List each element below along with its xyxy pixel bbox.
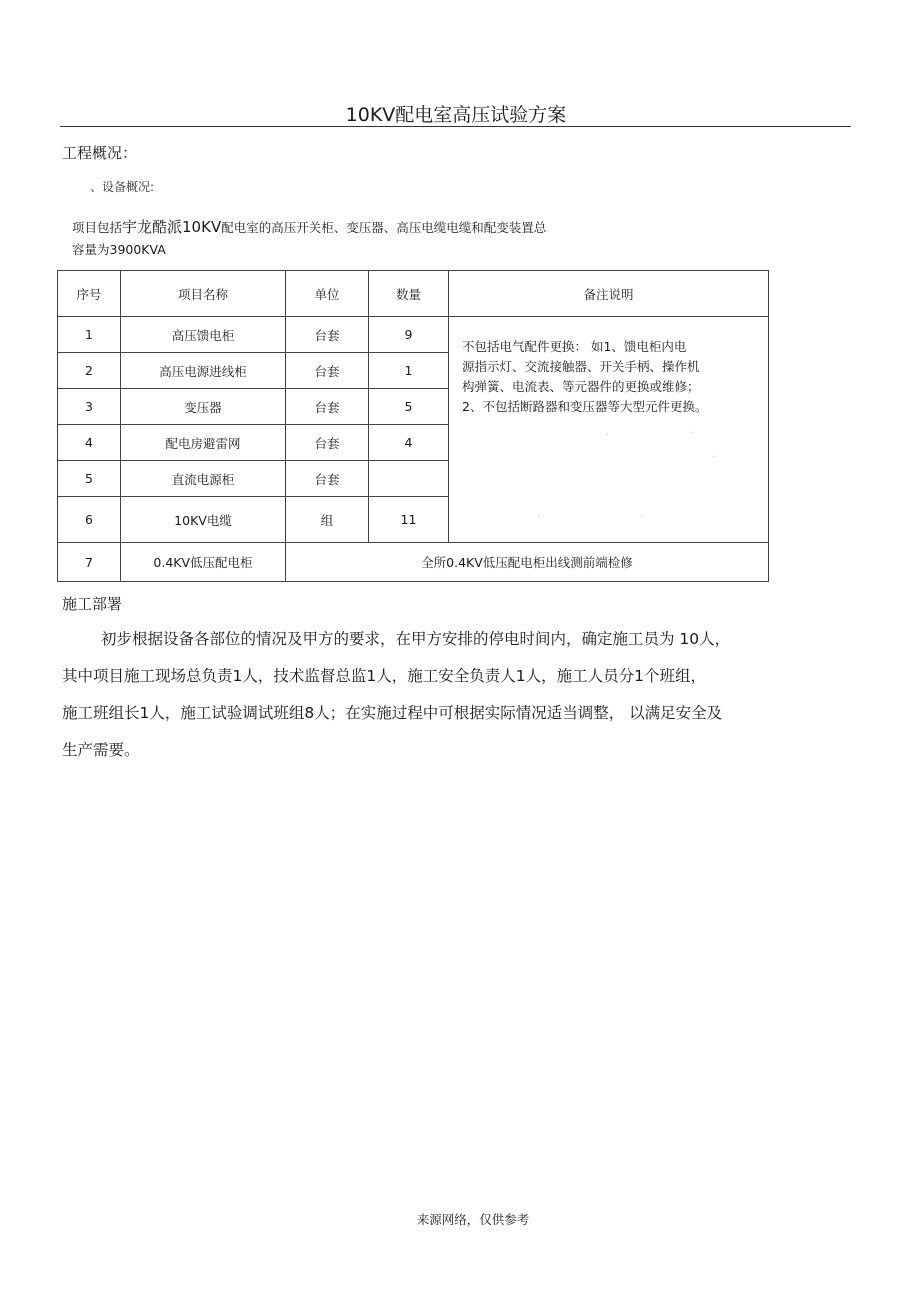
scan-noise: ·	[640, 512, 644, 523]
note-line: 源指示灯、交流接触器、开关手柄、操作机	[462, 359, 700, 374]
cell-remark-merged: 全所0.4KV低压配电柜出线测前端检修	[286, 543, 769, 582]
intro-text-b: 配电室的高压开关柜、变压器、高压电缆电缆和配变装置总	[221, 220, 547, 235]
header-remark: 备注说明	[449, 271, 769, 317]
cell-unit: 台套	[286, 425, 369, 461]
subsection-heading-equipment: 、设备概况:	[90, 180, 155, 194]
cell-no: 4	[58, 425, 121, 461]
table-row	[58, 317, 769, 353]
cell-qty: 5	[369, 389, 449, 425]
section-heading-overview: 工程概况：	[62, 144, 138, 162]
cell-qty: 4	[369, 425, 449, 461]
cell-no: 6	[58, 497, 121, 543]
table-header-row	[58, 271, 769, 317]
cell-unit: 台套	[286, 353, 369, 389]
intro-text-a: 项目包括	[72, 220, 123, 235]
section-heading-deployment: 施工部署	[62, 595, 123, 613]
title-underline	[60, 126, 851, 127]
scan-noise: ·	[712, 452, 716, 463]
cell-name: 10KV电缆	[121, 497, 286, 543]
cell-unit: 台套	[286, 317, 369, 353]
header-name: 项目名称	[121, 271, 286, 317]
note-line: 不包括电气配件更换： 如1、馈电柜内电	[462, 339, 687, 354]
cell-qty: 1	[369, 353, 449, 389]
cell-no: 1	[58, 317, 121, 353]
page-title: 10KV配电室高压试验方案	[345, 104, 567, 126]
cell-name: 直流电源柜	[121, 461, 286, 497]
cell-name: 配电房避雷网	[121, 425, 286, 461]
table-row	[58, 543, 769, 582]
header-qty: 数量	[369, 271, 449, 317]
deployment-line: 施工班组长1人，施工试验调试班组8人；在实施过程中可根据实际情况适当调整， 以满足安全及	[62, 704, 723, 722]
cell-qty: 9	[369, 317, 449, 353]
equipment-table	[57, 270, 769, 582]
header-no: 序号	[58, 271, 121, 317]
cell-qty: 11	[369, 497, 449, 543]
note-line: 2、不包括断路器和变压器等大型元件更换。	[462, 399, 708, 414]
intro-line-2: 容量为3900KVA	[72, 242, 166, 257]
cell-no: 7	[58, 543, 121, 582]
cell-no: 5	[58, 461, 121, 497]
deployment-line: 其中项目施工现场总负责1人，技术监督总监1人，施工安全负责人1人，施工人员分1个班组，	[62, 667, 706, 685]
note-line: 构弹簧、电流表、等元器件的更换或维修；	[462, 379, 700, 394]
cell-unit: 台套	[286, 461, 369, 497]
scan-noise: ·	[606, 430, 610, 441]
scan-noise: ·	[537, 512, 541, 523]
cell-name: 0.4KV低压配电柜	[121, 543, 286, 582]
deployment-line: 初步根据设备各部位的情况及甲方的要求，在甲方安排的停电时间内，确定施工员为 10人，	[101, 630, 731, 648]
intro-line-1	[72, 216, 546, 237]
header-unit: 单位	[286, 271, 369, 317]
page-footer: 来源网络，仅供参考	[416, 1212, 530, 1227]
cell-name: 高压电源进线柜	[121, 353, 286, 389]
cell-unit: 台套	[286, 389, 369, 425]
cell-name: 变压器	[121, 389, 286, 425]
intro-project-name: 宇龙酷派10KV	[122, 218, 222, 236]
cell-qty	[369, 461, 449, 497]
scan-noise: ·	[690, 428, 694, 439]
cell-no: 3	[58, 389, 121, 425]
deployment-line: 生产需要。	[62, 741, 140, 759]
cell-unit: 组	[286, 497, 369, 543]
cell-no: 2	[58, 353, 121, 389]
cell-name: 高压馈电柜	[121, 317, 286, 353]
